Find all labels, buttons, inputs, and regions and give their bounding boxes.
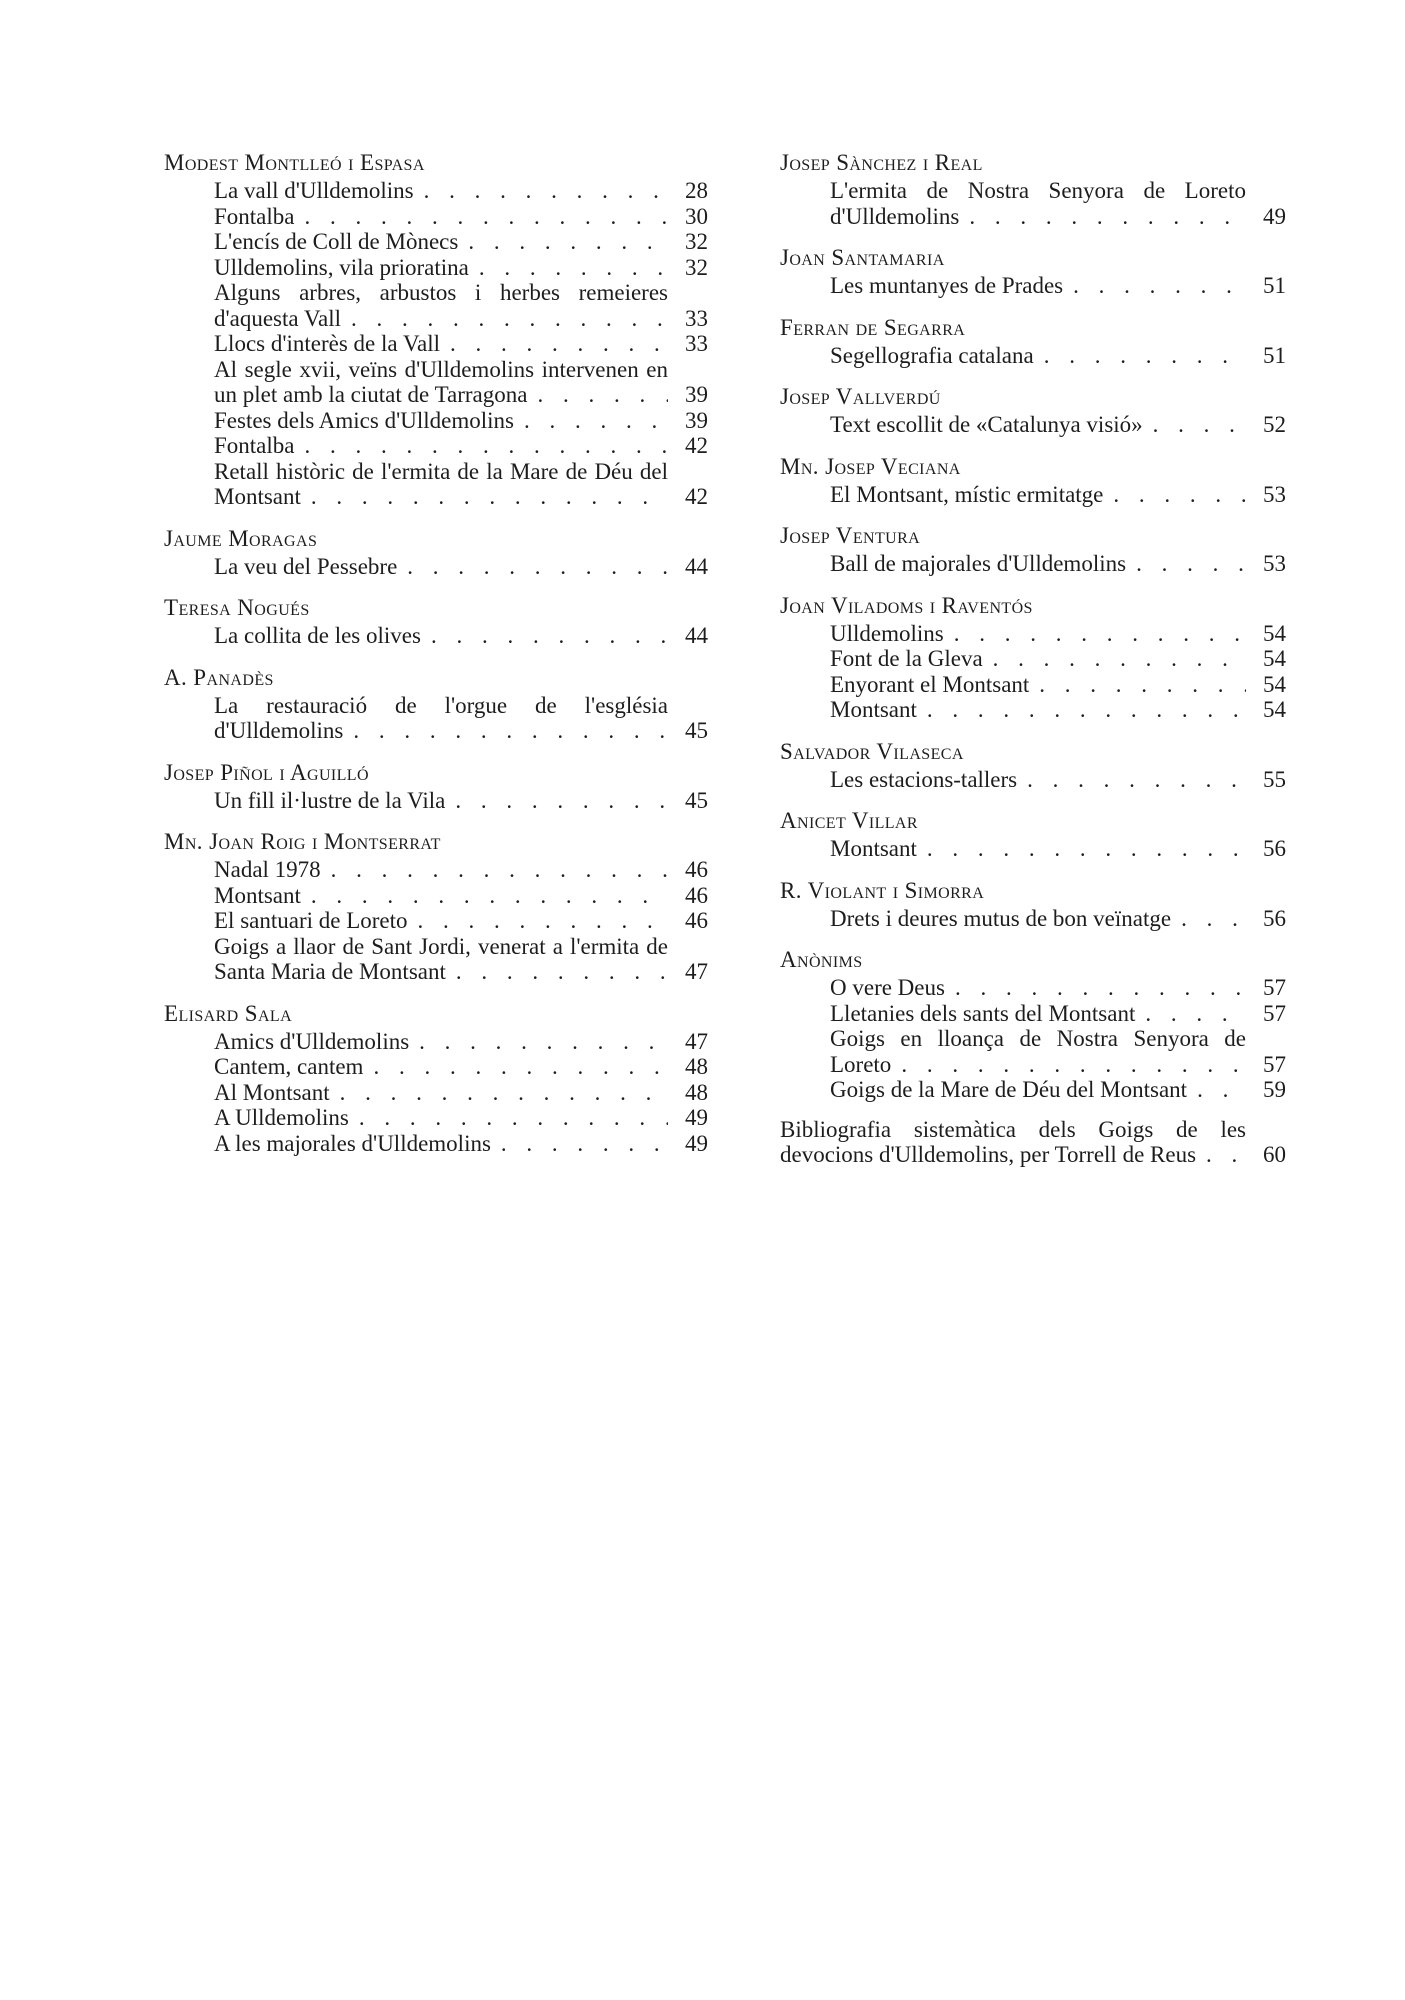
left-column xyxy=(164,148,708,1170)
entry-page-number: 47 xyxy=(668,959,708,985)
entry-title xyxy=(830,646,1246,672)
index-entry xyxy=(214,908,708,934)
entry-page-number: 44 xyxy=(668,554,708,580)
index-entry xyxy=(214,788,708,814)
entry-page-number: 54 xyxy=(1246,672,1286,698)
index-entry xyxy=(214,1054,708,1080)
entry-title-text: La veu del Pessebre xyxy=(214,554,401,579)
index-entry xyxy=(830,343,1286,369)
entry-list xyxy=(164,788,708,814)
entry-title xyxy=(214,1080,668,1106)
entry-title-text: Nadal 1978 xyxy=(214,857,325,882)
entry-title xyxy=(214,883,668,909)
index-entry xyxy=(830,551,1286,577)
entry-title-text: Montsant xyxy=(830,697,921,722)
entry-page-number: 45 xyxy=(668,718,708,744)
entry-title xyxy=(830,621,1246,647)
entry-list xyxy=(780,412,1286,438)
entry-title xyxy=(214,1105,668,1131)
author-group xyxy=(780,945,1286,1103)
entry-title xyxy=(830,412,1246,438)
author-group xyxy=(164,827,708,985)
entry-title xyxy=(830,551,1246,577)
entry-title xyxy=(214,1054,668,1080)
entry-title-text: Montsant xyxy=(214,883,305,908)
author-group xyxy=(780,243,1286,299)
entry-title-text: Goigs de la Mare de Déu del Montsant xyxy=(830,1077,1191,1102)
entry-title-text: La collita de les olives xyxy=(214,623,425,648)
entry-page-number: 47 xyxy=(668,1029,708,1055)
entry-list xyxy=(780,551,1286,577)
author-group xyxy=(164,758,708,814)
entry-title-text: Al segle xvii, veïns d'Ulldemolins intervenen en un plet amb la ciutat de Tarragona xyxy=(214,356,668,407)
entry-title xyxy=(830,482,1246,508)
entry-title xyxy=(214,554,668,580)
entry-title xyxy=(214,908,668,934)
entry-title xyxy=(214,178,668,204)
entry-page-number: 53 xyxy=(1246,482,1286,508)
index-entry xyxy=(830,697,1286,723)
entry-page-number: 32 xyxy=(668,229,708,255)
entry-page-number: 59 xyxy=(1246,1077,1286,1103)
entry-title xyxy=(830,697,1246,723)
index-entry xyxy=(214,204,708,230)
bibliography-entry xyxy=(780,1117,1286,1168)
entry-title-text: Text escollit de «Catalunya visió» xyxy=(830,412,1147,437)
entry-page-number: 52 xyxy=(1246,412,1286,438)
author-group xyxy=(780,591,1286,723)
entry-title xyxy=(830,1077,1246,1103)
entry-title xyxy=(214,459,668,510)
entry-title xyxy=(214,357,668,408)
entry-page-number: 28 xyxy=(668,178,708,204)
index-entry xyxy=(830,906,1286,932)
index-entry xyxy=(214,433,708,459)
index-entry xyxy=(214,357,708,408)
author-name: Josep Vallverdú xyxy=(780,384,941,409)
entry-title xyxy=(830,178,1246,229)
entry-list xyxy=(164,623,708,649)
index-entry xyxy=(830,621,1286,647)
entry-title-text: O vere Deus xyxy=(830,975,949,1000)
entry-title-text: Montsant xyxy=(830,836,921,861)
entry-title-text: El Montsant, místic ermitatge xyxy=(830,482,1107,507)
author-name: Teresa Nogués xyxy=(164,595,310,620)
author-group xyxy=(780,806,1286,862)
index-entry xyxy=(214,255,708,281)
entry-title xyxy=(214,934,668,985)
entry-title xyxy=(830,273,1246,299)
entry-list xyxy=(164,178,708,510)
entry-title-text: Les estacions-tallers xyxy=(830,767,1021,792)
entry-title xyxy=(214,788,668,814)
entry-title-text: Al Montsant xyxy=(214,1080,334,1105)
entry-title xyxy=(214,433,668,459)
index-entry xyxy=(214,1029,708,1055)
index-entry xyxy=(830,767,1286,793)
index-entry xyxy=(214,934,708,985)
author-group xyxy=(164,524,708,580)
entry-list xyxy=(780,343,1286,369)
entry-title-text: L'ermita de Nostra Senyora de Loreto d'Ulldemolins xyxy=(830,178,1246,229)
author-name: Joan Viladoms i Raventós xyxy=(780,592,1033,618)
entry-title-text: La restauració de l'orgue de l'església d'Ulldemolins xyxy=(214,692,668,743)
entry-title-text: A Ulldemolins xyxy=(214,1105,353,1130)
entry-page-number: 57 xyxy=(1246,1001,1286,1027)
author-name: Jaume Moragas xyxy=(164,525,318,551)
index-entry xyxy=(214,229,708,255)
entry-title xyxy=(830,1001,1246,1027)
entry-title-text: L'encís de Coll de Mònecs xyxy=(214,229,462,254)
author-group xyxy=(164,663,708,744)
entry-list xyxy=(780,178,1286,229)
entry-title xyxy=(214,331,668,357)
entry-title xyxy=(214,1131,668,1157)
index-entry xyxy=(214,857,708,883)
entry-title xyxy=(214,280,668,331)
entry-title-text: Cantem, cantem xyxy=(214,1054,367,1079)
entry-page-number: 42 xyxy=(668,433,708,459)
entry-page-number: 30 xyxy=(668,204,708,230)
index-entry xyxy=(214,280,708,331)
index-entry xyxy=(830,836,1286,862)
author-name: Ferran de Segarra xyxy=(780,314,966,340)
entry-title xyxy=(214,857,668,883)
entry-title-text: Les muntanyes de Prades xyxy=(830,273,1067,298)
author-name: Josep Piñol i Aguilló xyxy=(164,759,369,785)
entry-title-text: Lletanies dels sants del Montsant xyxy=(830,1001,1139,1026)
entry-title-text: A les majorales d'Ulldemolins xyxy=(214,1131,495,1156)
entry-list xyxy=(780,906,1286,932)
entry-title xyxy=(830,767,1246,793)
entry-title xyxy=(830,672,1246,698)
entry-page-number: 49 xyxy=(668,1131,708,1157)
bibliography-title-text: Bibliografia sistemàtica dels Goigs de les devocions d'Ulldemolins, per Torrell de Reus xyxy=(780,1116,1246,1167)
author-name: Mn. Joan Roig i Montserrat xyxy=(164,829,441,854)
index-entry xyxy=(830,1026,1286,1077)
entry-title-text: Segellografia catalana xyxy=(830,343,1038,368)
index-entry xyxy=(214,1105,708,1131)
entry-page-number: 57 xyxy=(1246,1052,1286,1078)
author-name: A. Panadès xyxy=(164,664,274,690)
entry-page-number: 53 xyxy=(1246,551,1286,577)
index-entry xyxy=(830,482,1286,508)
index-entry xyxy=(214,459,708,510)
author-group xyxy=(780,452,1286,508)
index-entry xyxy=(830,646,1286,672)
bibliography-title xyxy=(780,1117,1246,1168)
entry-list xyxy=(164,857,708,985)
entry-title-text: Alguns arbres, arbustos i herbes remeieres d'aquesta Vall xyxy=(214,280,668,331)
author-name: Josep Ventura xyxy=(780,523,921,548)
entry-page-number: 46 xyxy=(668,857,708,883)
index-entry xyxy=(214,693,708,744)
entry-title-text: Goigs a llaor de Sant Jordi, venerat a l'ermita de Santa Maria de Montsant xyxy=(214,933,668,984)
entry-title xyxy=(214,255,668,281)
author-name: R. Violant i Simorra xyxy=(780,877,985,903)
entry-title xyxy=(214,229,668,255)
author-group xyxy=(780,313,1286,369)
entry-title xyxy=(214,623,668,649)
entry-page-number: 32 xyxy=(668,255,708,281)
entry-page-number: 42 xyxy=(668,484,708,510)
entry-title-text: Retall històric de l'ermita de la Mare de Déu del Montsant xyxy=(214,458,668,509)
entry-page-number: 54 xyxy=(1246,697,1286,723)
entry-page-number: 51 xyxy=(1246,273,1286,299)
entry-title xyxy=(214,1029,668,1055)
author-group xyxy=(780,521,1286,577)
entry-title xyxy=(830,1026,1246,1077)
entry-page-number: 46 xyxy=(668,908,708,934)
entry-page-number: 48 xyxy=(668,1080,708,1106)
entry-title xyxy=(214,408,668,434)
index-entry xyxy=(830,1001,1286,1027)
index-entry xyxy=(214,883,708,909)
entry-title-text: Llocs d'interès de la Vall xyxy=(214,331,444,356)
entry-page-number: 39 xyxy=(668,382,708,408)
index-entry xyxy=(830,412,1286,438)
entry-title xyxy=(830,906,1246,932)
entry-title xyxy=(830,343,1246,369)
author-group xyxy=(164,999,708,1157)
author-name: Josep Sànchez i Real xyxy=(780,150,983,175)
author-name: Joan Santamaria xyxy=(780,245,945,270)
entry-page-number: 49 xyxy=(1246,204,1286,230)
author-group xyxy=(780,382,1286,438)
author-group xyxy=(780,148,1286,229)
entry-list xyxy=(780,836,1286,862)
entry-title-text: Enyorant el Montsant xyxy=(830,672,1033,697)
entry-title-text: Fontalba xyxy=(214,204,299,229)
index-entry xyxy=(830,1077,1286,1103)
author-name: Elisard Sala xyxy=(164,1000,293,1026)
author-name: Anicet Villar xyxy=(780,808,918,833)
entry-list xyxy=(164,1029,708,1157)
entry-page-number: 56 xyxy=(1246,836,1286,862)
entry-list xyxy=(780,273,1286,299)
index-entry xyxy=(214,554,708,580)
author-group xyxy=(780,737,1286,793)
entry-list xyxy=(780,482,1286,508)
author-name: Mn. Josep Veciana xyxy=(780,453,961,479)
entry-title-text: La vall d'Ulldemolins xyxy=(214,178,418,203)
index-entry xyxy=(830,975,1286,1001)
entry-title xyxy=(830,975,1246,1001)
entry-page-number: 33 xyxy=(668,331,708,357)
entry-page-number: 51 xyxy=(1246,343,1286,369)
bibliography-page-number: 60 xyxy=(1246,1142,1286,1168)
index-entry xyxy=(830,273,1286,299)
entry-page-number: 33 xyxy=(668,306,708,332)
right-column xyxy=(780,148,1286,1168)
entry-page-number: 44 xyxy=(668,623,708,649)
entry-title-text: El santuari de Loreto xyxy=(214,908,412,933)
entry-page-number: 54 xyxy=(1246,621,1286,647)
index-entry xyxy=(214,623,708,649)
entry-list xyxy=(164,693,708,744)
entry-page-number: 57 xyxy=(1246,975,1286,1001)
entry-page-number: 54 xyxy=(1246,646,1286,672)
index-entry xyxy=(214,1131,708,1157)
index-entry xyxy=(214,178,708,204)
entry-title-text: Festes dels Amics d'Ulldemolins xyxy=(214,408,518,433)
entry-title-text: Un fill il·lustre de la Vila xyxy=(214,788,449,813)
author-name: Salvador Vilaseca xyxy=(780,738,964,764)
author-name: Modest Montlleó i Espasa xyxy=(164,150,425,175)
entry-title-text: Goigs en lloança de Nostra Senyora de Loreto xyxy=(830,1026,1246,1077)
entry-page-number: 39 xyxy=(668,408,708,434)
entry-page-number: 48 xyxy=(668,1054,708,1080)
entry-list xyxy=(780,621,1286,723)
entry-title-text: Amics d'Ulldemolins xyxy=(214,1029,413,1054)
entry-title-text: Ulldemolins, vila prioratina xyxy=(214,255,473,280)
author-group xyxy=(164,148,708,510)
author-name: Anònims xyxy=(780,947,863,972)
entry-title-text: Drets i deures mutus de bon veïnatge xyxy=(830,906,1175,931)
entry-title-text: Font de la Gleva xyxy=(830,646,987,671)
entry-title xyxy=(830,836,1246,862)
entry-list xyxy=(780,975,1286,1103)
entry-page-number: 46 xyxy=(668,883,708,909)
index-entry xyxy=(214,1080,708,1106)
author-group xyxy=(780,876,1286,932)
index-entry xyxy=(214,408,708,434)
entry-list xyxy=(780,767,1286,793)
index-entry xyxy=(830,178,1286,229)
entry-page-number: 45 xyxy=(668,788,708,814)
entry-title-text: Fontalba xyxy=(214,433,299,458)
index-entry xyxy=(214,331,708,357)
entry-page-number: 56 xyxy=(1246,906,1286,932)
entry-title xyxy=(214,693,668,744)
author-group xyxy=(164,593,708,649)
entry-title xyxy=(214,204,668,230)
entry-page-number: 49 xyxy=(668,1105,708,1131)
entry-title-text: Ball de majorales d'Ulldemolins xyxy=(830,551,1130,576)
entry-page-number: 55 xyxy=(1246,767,1286,793)
entry-list xyxy=(164,554,708,580)
entry-title-text: Ulldemolins xyxy=(830,621,948,646)
index-entry xyxy=(830,672,1286,698)
